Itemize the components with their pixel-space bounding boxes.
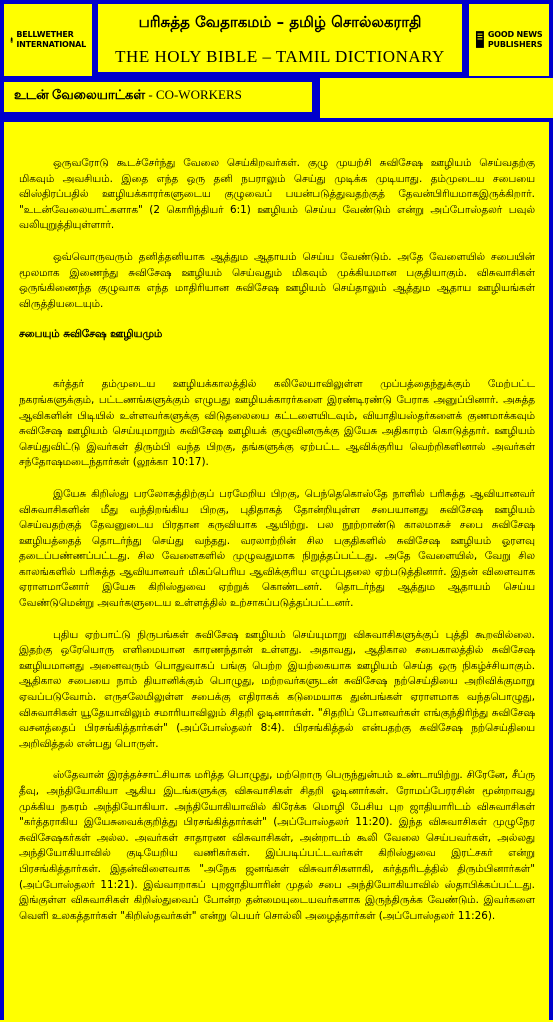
paragraph-4: இயேசு கிறிஸ்து பரலோகத்திற்குப் பரமேறிய பிறகு, பெந்தெகொஸ்தே நாளில் பரிசுத்த ஆவியானவர் விசுவாசிகளின் மீது வந்திறங்கிய பிறகு, புதிதாகத் தோன்றியுள்ள சபையானது சுவிசேஷ ஊழியம் செய்வதற்குத் தேவனுடைய பிரதான கருவியாக ஆயிற்று. பல நூற்றாண்டு காலமாகச் சபை சுவிசேஷ ஊழியத்தைத் தொடர்ந்து செய்து வந்தது. வரலாற்றின் சில பகுதிகளில் சுவிசேஷ ஊழியம் ஓரளவு தடைப்பண்ணப்பட்டது. சில வேளைகளில் முழுவதுமாக நிறுத்தப்பட்டது. அதே வேளையில், வேறு சில காலங்களில் பரிசுத்த ஆவியானவர் மிகப்பெரிய ஆவிக்குரிய எழுப்புதலை ஏற்படுத்தினார். இதன் விளைவாக ஏராளமானோர் இயேசு கிறிஸ்துவை ஏற்றுக் கொண்டனர். தொடர்ந்து ஆத்தும ஆதாயம் செய்ய வேண்டுமென்று அவர்களுடைய உள்ளத்தில் உற்சாகப்படுத்தப்பட்டனர். <box>19 487 535 612</box>
page-header <box>0 0 553 78</box>
title-tamil: பரிசுத்த வேதாகமம் – தமிழ் சொல்லகராதி <box>98 13 462 33</box>
good-news-logo-text: GOOD NEWS PUBLISHERS <box>488 30 543 50</box>
content-frame <box>0 118 553 1020</box>
section-title-tamil: உடன் வேலையாட்கள் <box>14 87 145 102</box>
paragraph-1: ஒருவரோடு கூடச்சேர்ந்து வேலை செய்கிறவர்கள். குழு முயற்சி சுவிசேஷ ஊழியம் செய்வதற்கு மிகவும் அவசியம். இதை எந்த ஒரு தனி நபராலும் செய்து முடிக்க முடியாது. தம்முடைய சபையை விஸ்திரப்பதில் ஊழியக்காரர்களுடைய குழுவைப் பயன்படுத்துவதற்குத் தேவன்பிரியமாகஇருக்கிறார். "உடன்வேலையாட்களாக" (2 கொரிந்தியர் 6:1) ஊழியம் செய்ய வேண்டும் என்று அப்போஸ்தலர் பவுல் வலியுறுத்தியுள்ளார். <box>19 156 535 234</box>
bellwether-logo-text: BELLWETHER INTERNATIONAL <box>16 30 86 50</box>
book-emblem-icon <box>475 18 485 62</box>
section-header <box>0 78 320 118</box>
section-title <box>4 82 312 112</box>
paragraph-5: புதிய ஏற்பாட்டு நிருபங்கள் சுவிசேஷ ஊழியம் செய்யுமாறு விசுவாசிகளுக்குப் புத்தி கூறவில்லை. இதற்கு ஒரேயொரு எளிமையான காரணந்தான் உள்ளது. அதாவது, ஆதிகால சபைகாலத்தில் சுவிசேஷ ஊழியமானது அனைவரும் பொதுவாகப் பங்கு பெற்ற இயற்கையாக ஊழியம் செய்த ஒரு நிகழ்ச்சியாகும். ஆதிகால சபையை நாம் தியானிக்கும் பொழுது, மற்றவர்களுடன் சுவிசேஷ நற்செய்தியை அறிவிக்குமாறு ஏவப்படுவோம். எருசலேமிலுள்ள சபைக்கு எதிராகக் கடுமையாக துன்பங்கள் ஏராளமாக வந்தபொழுது, விசுவாசிகள் யூதேயாவிலும் சமாரியாவிலும் சிதறி ஓடினார்கள். "சிதறிப் போனவர்கள் எங்குந்திரிந்து சுவிசேஷ வசனத்தைப் பிரசங்கித்தார்கள்" (அப்போஸ்தலர் 8:4). பிரசங்கித்தல் என்பதற்கு சுவிசேஷ நற்செய்தியை அறிவித்தல் என்பது பொருள். <box>19 628 535 753</box>
dictionary-title <box>98 4 462 72</box>
title-english: THE HOLY BIBLE – TAMIL DICTIONARY <box>98 47 462 67</box>
bell-emblem-icon <box>10 18 13 62</box>
paragraph-6: ஸ்தேவான் இரத்தச்சாட்சியாக மரித்த பொழுது, மற்றொரு பெருந்துன்பம் உண்டாயிற்று. சிரேனே, சீப்ரு தீவு, அந்தியோகியா ஆகிய இடங்களுக்கு விசுவாசிகள் சிதறி ஓடினார்கள். ரோமப்பேரரசின் மூன்றாவது முக்கிய நகரம் அந்தியோகியா. அந்தியோகியாவில் கிரேக்க மொழி பேசிய புற ஜாதியாரிடம் விசுவாசிகள் "கர்த்தராகிய இயேசுவைக்குறித்து பிரசங்கித்தார்கள்" (அப்போஸ்தலர் 11:20). இந்த விசுவாசிகள் முழுநேர சுவிசேஷகர்கள் அல்ல. அவர்கள் சாதாரண விசுவாசிகள், அன்றாடம் கூலி வேலை செய்பவர்கள், அல்லது அந்தியோகியாவில் குடியேறிய வணிகர்கள். இப்படிப்பட்டவர்கள் கிறிஸ்துவை இரட்சகர் என்று பிரசங்கித்தார்கள். இதன்விளைவாக "அநேக ஜனங்கள் விசுவாசிகளாகி, கர்த்தரிடத்தில் திரும்பினார்கள்" (அப்போஸ்தலர் 11:21). இவ்வாறாகப் புறஜாதியாரின் முதல் சபை அந்தியோகியாவில் ஸ்தாபிக்கப்பட்டது. இங்குள்ள விசுவாசிகள் கிறிஸ்துவைப் போன்ற தன்மையுடையவர்களாக இருந்திருக்க வேண்டும். இவர்களை வெளி உலகத்தார்கள் "கிறிஸ்தவர்கள்" என்று பெயர் சொல்லி அழைத்தார்கள் (அப்போஸ்தலர் 11:26). <box>19 768 535 924</box>
article-body <box>4 122 549 1022</box>
section-title-english: - CO-WORKERS <box>148 87 242 102</box>
bellwether-logo <box>4 4 92 76</box>
good-news-logo <box>469 4 549 76</box>
paragraph-3: கர்த்தர் தம்முடைய ஊழியக்காலத்தில் கலிலேயாவிலுள்ள முப்பத்தைந்துக்கும் மேற்பட்ட நகரங்களுக்கும், பட்டணங்களுக்கும் எழுபது ஊழியக்காரர்களை இரண்டிரண்டு பேராக அனுப்பினார். அசுத்த ஆவிகளின் பிடியில் உள்ளவர்களுக்கு விடுதலையை கட்டளையிடவும், வியாதியஸ்தர்களைக் குணமாக்கவும் சுவிசேஷ ஊழியம் செய்யுமாறும் சுவிசேஷ ஊழியக் குழுவினருக்கு இயேசு அதிகாரம் கொடுத்தார். ஊழியம் செய்துவிட்டு இவர்கள் திரும்பி வந்த பிறகு, தங்களுக்கு ஏற்பட்ட ஆவிக்குரிய வெற்றிகளினால் அவர்கள் சந்தோஷமடைந்தார்கள் (லூக்கா 10:17). <box>19 377 535 471</box>
subheading: சபையும் சுவிசேஷ ஊழியமும் <box>19 328 535 341</box>
paragraph-2: ஒவ்வொருவரும் தனித்தனியாக ஆத்தும ஆதாயம் செய்ய வேண்டும். அதே வேளையில் சபையின் மூலமாக இணைந்து சுவிசேஷ ஊழியம் செய்வதும் மிகவும் முக்கியமான பகுதியாகும். விசுவாசிகள் ஒருங்கிணைந்த குழுவாக எந்த மாதிரியான சுவிசேஷ ஊழியம் செய்தாலும் ஆத்தும ஆதாய ஊழியங்கள் விருத்தியடையும். <box>19 250 535 312</box>
